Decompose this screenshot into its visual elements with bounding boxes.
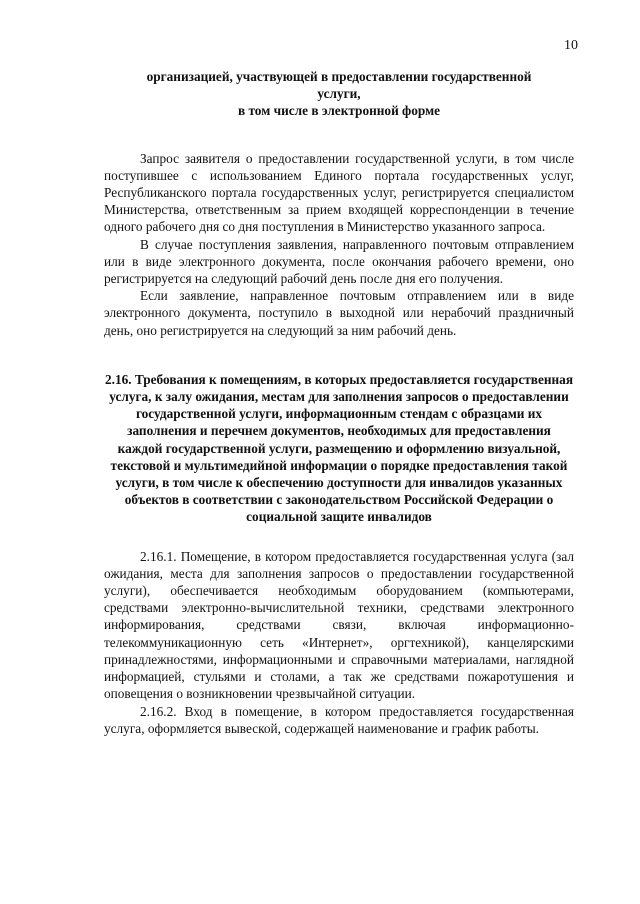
- document-body: [104, 68, 574, 737]
- paragraph: Запрос заявителя о предоставлении государственной услуги, в том числе поступившее с использованием Единого портала государственных услуг, Республиканского портала государственных услуг, регистрируется специалистом Министерства, ответственным за прием входящей корреспонденции в течение одного рабочего дня со дня поступления в Министерство указанного запроса.: [104, 150, 574, 235]
- page-number: 10: [564, 38, 578, 53]
- heading-line: в том числе в электронной форме: [237, 103, 441, 119]
- paragraph-2-16-1: 2.16.1. Помещение, в котором предоставляется государственная услуга (зал ожидания, места для заполнения запросов о предоставлении государственной услуги), обеспечивается необходимым оборудованием (компьютерами, средствами электронно-вычислительной техники, средствами электронного информирования, средствами связи, включая информационно-телекоммуникационную сеть «Интернет», оргтехникой), канцелярскими принадлежностями, информационными и справочными материалами, наглядной информацией, стульями и столами, а так же средствами пожаротушения и оповещения о возникновении чрезвычайной ситуации.: [104, 548, 574, 702]
- section-2-15-heading: [104, 68, 574, 120]
- paragraph: Если заявление, направленное почтовым отправлением или в виде электронного документа, поступило в выходной или нерабочий праздничный день, оно регистрируется на следующий за ним рабочий день.: [104, 288, 574, 338]
- heading-line: организацией, участвующей в предоставлении государственной: [146, 69, 532, 84]
- paragraph: В случае поступления заявления, направленного почтовым отправлением или в виде электронного документа, после окончания рабочего времени, оно регистрируется на следующий рабочий день после дня его получения.: [104, 236, 574, 287]
- heading-line: услуги,: [317, 86, 361, 102]
- section-2-16-heading: 2.16. Требования к помещениям, в которых предоставляется государственная услуга, к залу ожидания, местам для заполнения запросов о предоставлении государственной услуги, информационным стендам с образцами их заполнения и перечнем документов, необходимых для предоставления каждой государственной услуги, размещению и оформлению визуальной, текстовой и мультимедийной информации о порядке предоставления такой услуги, в том числе к обеспечению доступности для инвалидов указанных объектов в соответствии с законодательством Российской Федерации о социальной защите инвалидов: [104, 371, 574, 525]
- paragraph-2-16-2: 2.16.2. Вход в помещение, в котором предоставляется государственная услуга, оформляется вывеской, содержащей наименование и график работы.: [104, 703, 574, 736]
